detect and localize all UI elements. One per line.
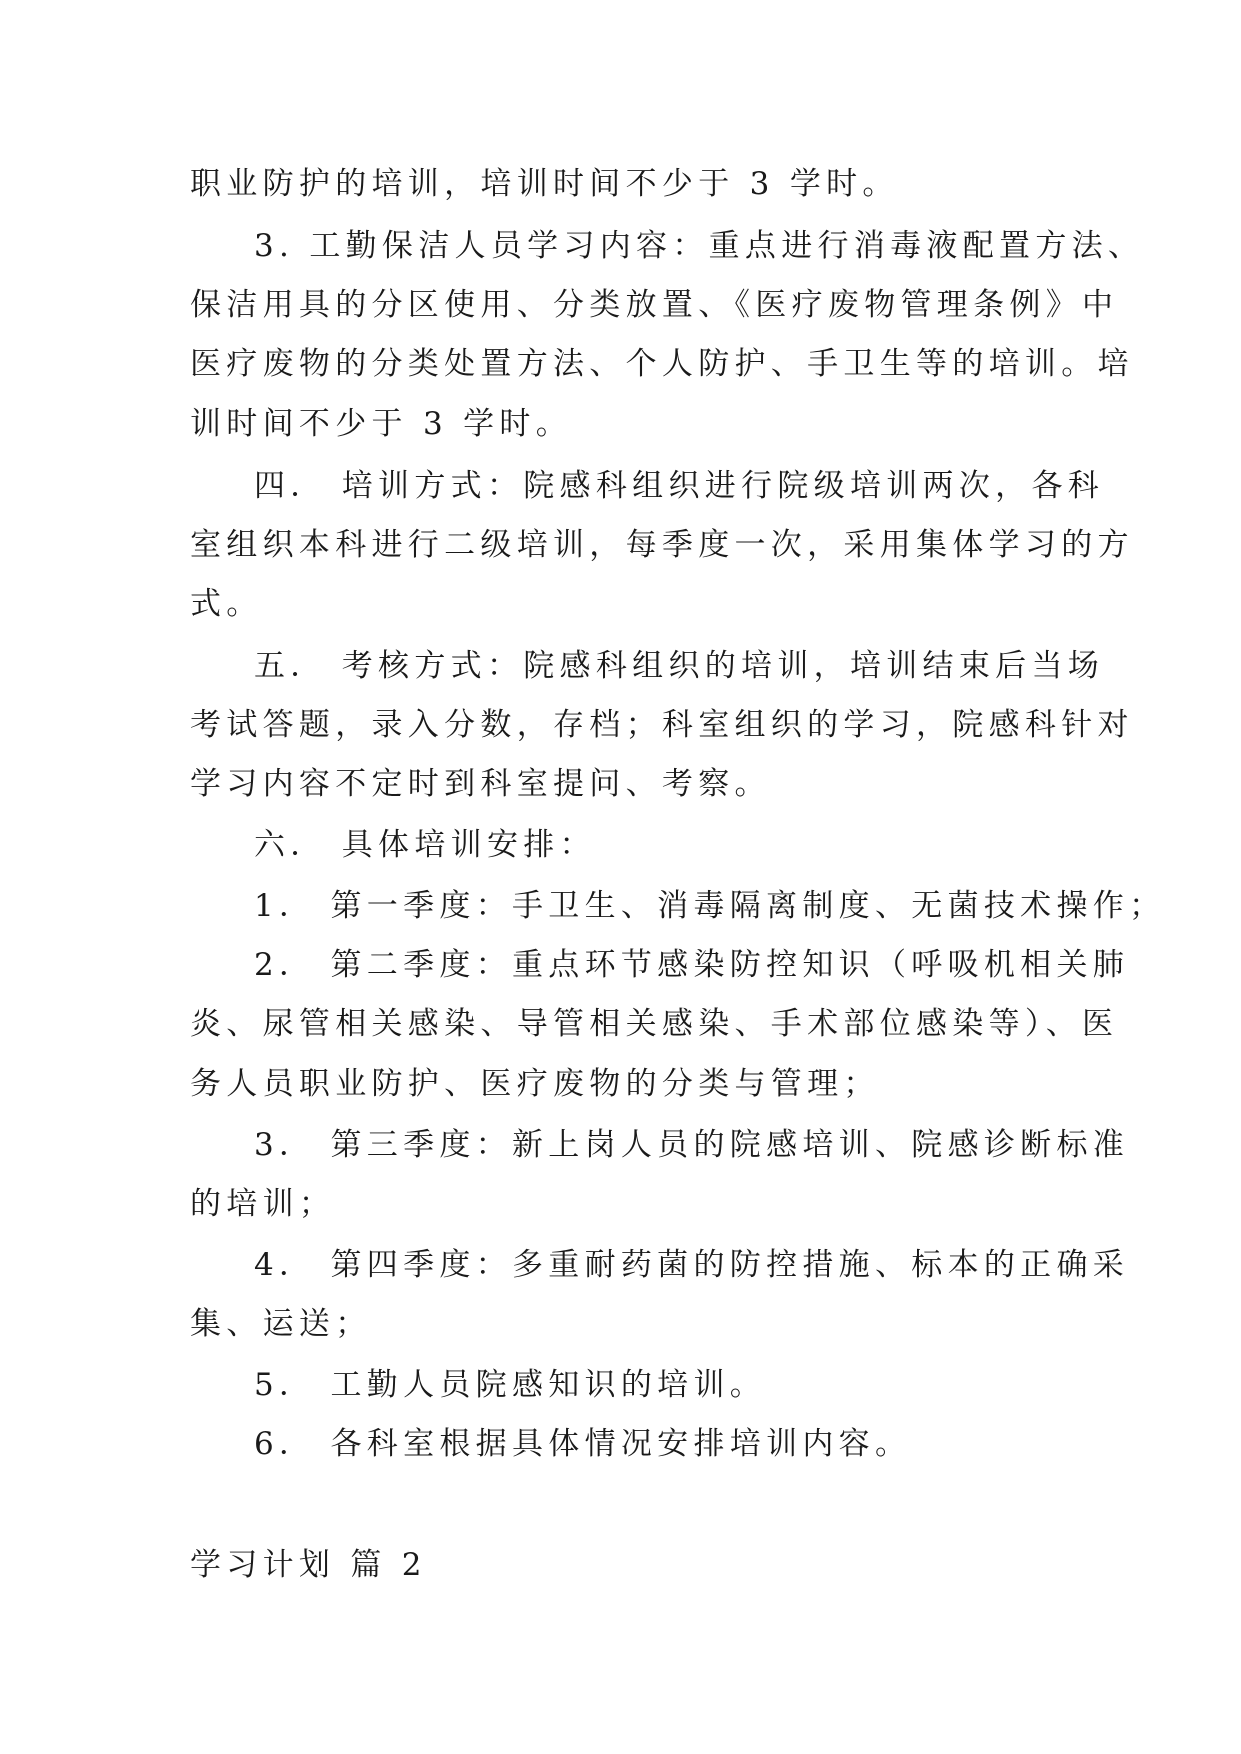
text-line: 集、运送； bbox=[190, 1306, 372, 1342]
text-line: 3． 第三季度：新上岗人员的院感培训、院感诊断标准 bbox=[254, 1127, 1130, 1163]
text-line: 五． 考核方式：院感科组织的培训，培训结束后当场 bbox=[254, 648, 1105, 684]
text-line: 3. 工勤保洁人员学习内容：重点进行消毒液配置方法、 bbox=[254, 228, 1145, 264]
text-line: 1． 第一季度：手卫生、消毒隔离制度、无菌技术操作； bbox=[254, 888, 1166, 924]
text-line: 保洁用具的分区使用、分类放置、《医疗废物管理条例》中 bbox=[190, 287, 1119, 323]
text-line: 考试答题，录入分数，存档；科室组织的学习，院感科针对 bbox=[190, 707, 1134, 743]
text-line: 室组织本科进行二级培训，每季度一次，采用集体学习的方 bbox=[190, 527, 1134, 563]
text-line: 训时间不少于 3 学时。 bbox=[190, 406, 573, 442]
text-line: 5． 工勤人员院感知识的培训。 bbox=[254, 1367, 767, 1403]
text-line: 四． 培训方式：院感科组织进行院级培训两次，各科 bbox=[254, 468, 1105, 504]
text-line: 医疗废物的分类处置方法、个人防护、手卫生等的培训。培 bbox=[190, 346, 1134, 382]
section-heading: 学习计划 篇 2 bbox=[190, 1547, 427, 1583]
text-line: 学习内容不定时到科室提问、考察。 bbox=[190, 766, 771, 802]
text-line: 炎、尿管相关感染、导管相关感染、手术部位感染等）、医 bbox=[190, 1006, 1119, 1042]
text-line: 2． 第二季度：重点环节感染防控知识（呼吸机相关肺 bbox=[254, 947, 1130, 983]
text-line: 六． 具体培训安排： bbox=[254, 827, 596, 863]
text-line: 务人员职业防护、医疗废物的分类与管理； bbox=[190, 1066, 880, 1102]
text-line: 6． 各科室根据具体情况安排培训内容。 bbox=[254, 1426, 912, 1462]
text-line: 职业防护的培训，培训时间不少于 3 学时。 bbox=[190, 166, 899, 202]
text-line: 的培训； bbox=[190, 1186, 336, 1222]
text-line: 4． 第四季度：多重耐药菌的防控措施、标本的正确采 bbox=[254, 1247, 1130, 1283]
text-line: 式。 bbox=[190, 586, 263, 622]
